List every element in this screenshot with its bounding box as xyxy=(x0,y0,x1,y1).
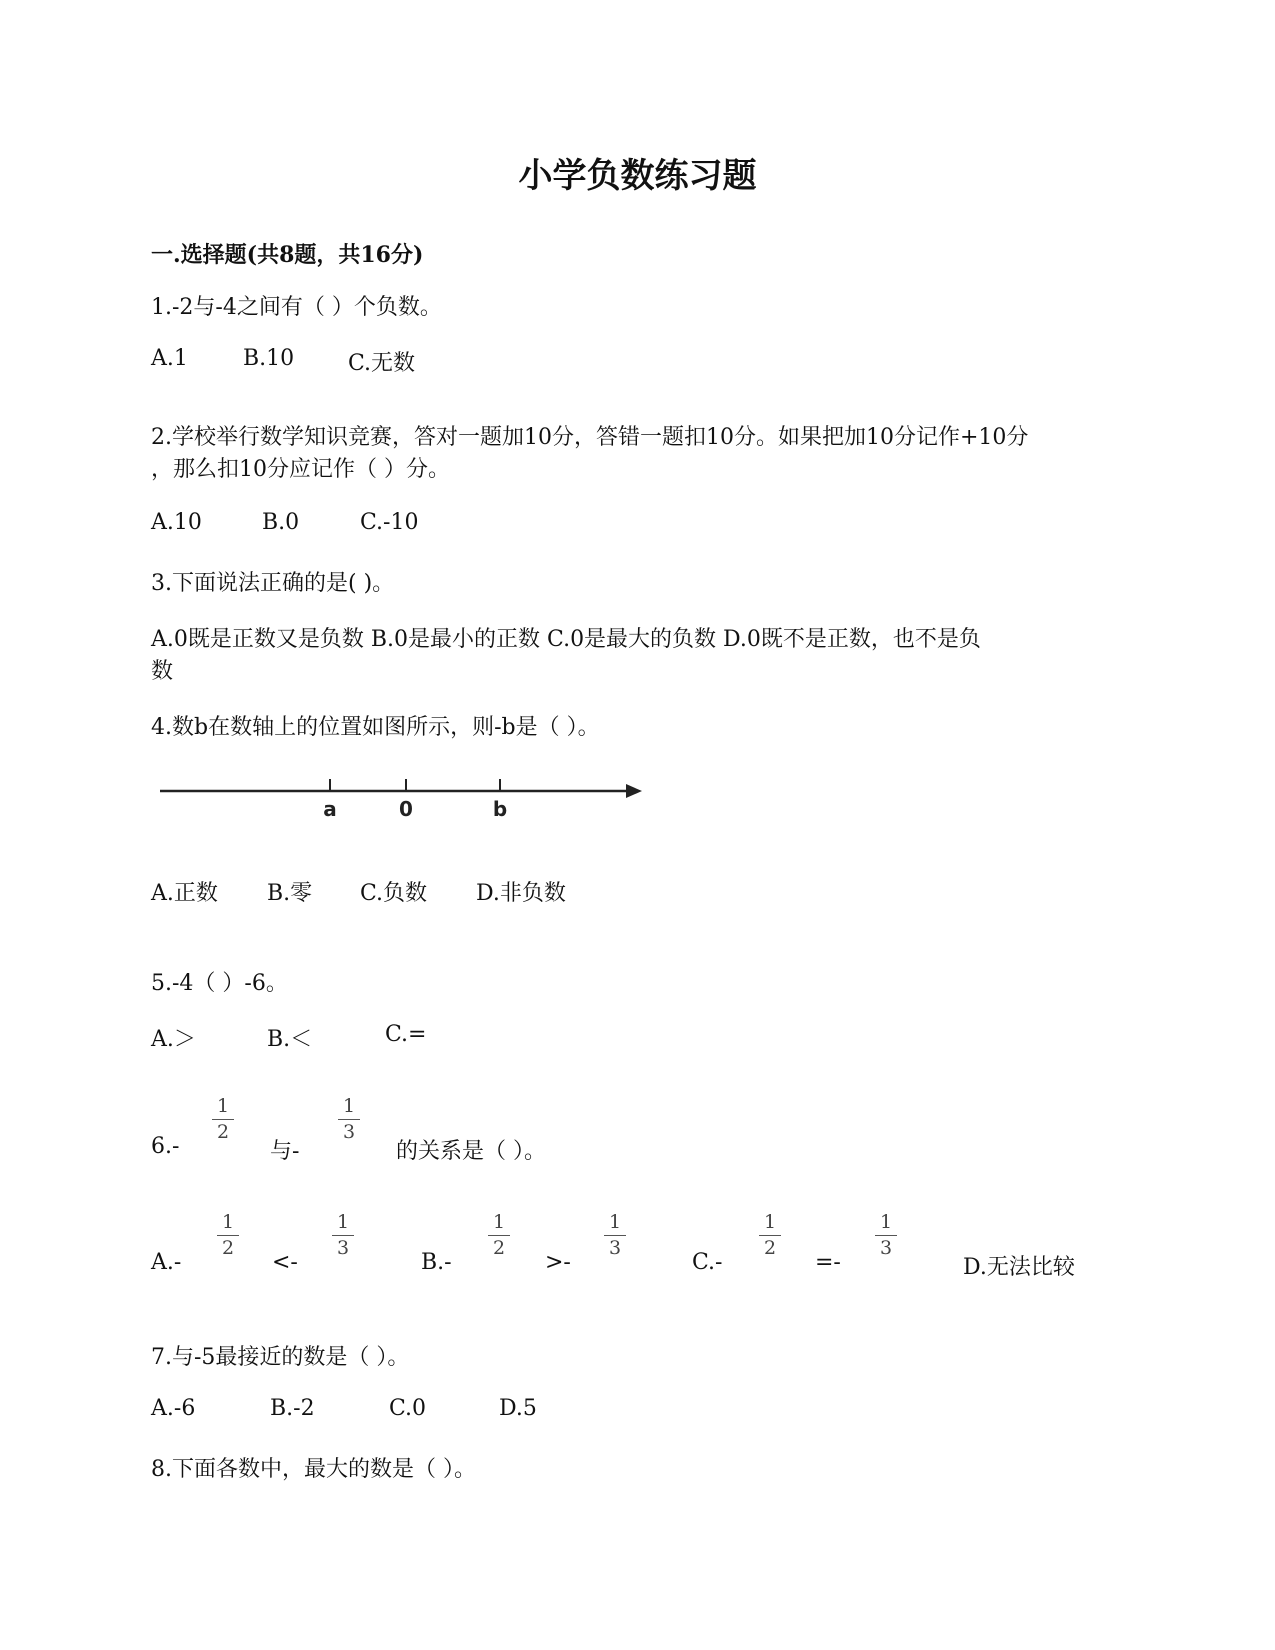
question-6-option-d: D.无法比较 xyxy=(963,1255,1075,1280)
question-7-stem: 7.与-5最接近的数是（ ）。 xyxy=(151,1345,410,1370)
question-4-option-b: B.零 xyxy=(267,881,313,906)
fraction-numerator: 1 xyxy=(492,1211,506,1233)
fraction-one-half xyxy=(758,1213,782,1258)
fraction-numerator: 1 xyxy=(763,1211,777,1233)
fraction-bar xyxy=(332,1235,354,1236)
question-1-option-a: A.1 xyxy=(151,346,188,371)
fraction-bar xyxy=(212,1119,234,1120)
fraction-bar xyxy=(875,1235,897,1236)
question-3-options-line2: 数 xyxy=(151,659,174,684)
question-8-stem: 8.下面各数中，最大的数是（ ）。 xyxy=(151,1457,476,1482)
fraction-bar xyxy=(759,1235,781,1236)
fraction-one-third xyxy=(603,1213,627,1258)
fraction-numerator: 1 xyxy=(608,1211,622,1233)
fraction-bar xyxy=(488,1235,510,1236)
question-6-option-b-relation: >- xyxy=(545,1250,571,1275)
fraction-bar xyxy=(217,1235,239,1236)
fraction-one-third xyxy=(874,1213,898,1258)
fraction-denominator: 2 xyxy=(492,1237,506,1259)
axis-label-0: 0 xyxy=(399,797,413,821)
fraction-one-third xyxy=(331,1213,355,1258)
number-line-arrow xyxy=(626,784,642,798)
question-5-stem: 5.-4（ ）-6。 xyxy=(151,971,288,996)
question-6-option-a: A.- xyxy=(151,1250,182,1275)
question-4-stem: 4.数b在数轴上的位置如图所示，则-b是（ ）。 xyxy=(151,715,600,740)
question-4-option-a: A.正数 xyxy=(151,881,218,906)
fraction-denominator: 3 xyxy=(336,1237,350,1259)
question-5-option-c: C.= xyxy=(385,1022,427,1047)
question-1-option-b: B.10 xyxy=(243,346,295,371)
fraction-denominator: 2 xyxy=(216,1121,230,1143)
fraction-numerator: 1 xyxy=(216,1095,230,1117)
question-6-stem-start: 6.- xyxy=(151,1134,180,1159)
question-6-option-b: B.- xyxy=(421,1250,452,1275)
question-3-stem: 3.下面说法正确的是( )。 xyxy=(151,571,395,596)
question-4-option-d: D.非负数 xyxy=(476,881,566,906)
section-heading: 一.选择题(共8题，共16分) xyxy=(151,242,424,268)
question-1-option-c: C.无数 xyxy=(348,351,416,376)
fraction-denominator: 3 xyxy=(608,1237,622,1259)
page-title: 小学负数练习题 xyxy=(518,156,757,196)
fraction-denominator: 3 xyxy=(879,1237,893,1259)
question-1-stem: 1.-2与-4之间有（ ）个负数。 xyxy=(151,295,442,320)
fraction-bar xyxy=(604,1235,626,1236)
fraction-denominator: 3 xyxy=(342,1121,356,1143)
question-7-option-a: A.-6 xyxy=(151,1396,196,1421)
question-5-option-a: A.＞ xyxy=(151,1027,196,1052)
question-6-stem-middle: 与- xyxy=(270,1139,300,1164)
fraction-numerator: 1 xyxy=(342,1095,356,1117)
question-2-option-c: C.-10 xyxy=(360,510,419,535)
fraction-one-third xyxy=(337,1097,361,1142)
question-7-option-b: B.-2 xyxy=(270,1396,315,1421)
question-2-stem-line1: 2.学校举行数学知识竞赛，答对一题加10分，答错一题扣10分。如果把加10分记作+10分 xyxy=(151,425,1029,450)
fraction-denominator: 2 xyxy=(221,1237,235,1259)
question-6-option-c-relation: =- xyxy=(815,1250,841,1275)
question-6-option-c: C.- xyxy=(692,1250,723,1275)
question-2-option-a: A.10 xyxy=(151,510,202,535)
fraction-one-half xyxy=(487,1213,511,1258)
question-2-option-b: B.0 xyxy=(262,510,300,535)
question-4-option-c: C.负数 xyxy=(360,881,428,906)
question-6-stem-end: 的关系是（ ）。 xyxy=(396,1139,546,1164)
fraction-one-half xyxy=(216,1213,240,1258)
fraction-one-half xyxy=(211,1097,235,1142)
axis-label-b: b xyxy=(492,797,508,821)
fraction-numerator: 1 xyxy=(221,1211,235,1233)
question-6-option-a-relation: <- xyxy=(272,1250,298,1275)
axis-label-a: a xyxy=(323,797,337,821)
question-2-stem-line2: ，那么扣10分应记作（ ）分。 xyxy=(151,457,450,482)
fraction-numerator: 1 xyxy=(879,1211,893,1233)
question-7-option-c: C.0 xyxy=(389,1396,427,1421)
fraction-denominator: 2 xyxy=(763,1237,777,1259)
fraction-numerator: 1 xyxy=(336,1211,350,1233)
fraction-bar xyxy=(338,1119,360,1120)
question-5-option-b: B.＜ xyxy=(267,1027,313,1052)
question-3-options-line1: A.0既是正数又是负数 B.0是最小的正数 C.0是最大的负数 D.0既不是正数，也不是负 xyxy=(151,627,981,652)
question-7-option-d: D.5 xyxy=(499,1396,537,1421)
number-line-figure xyxy=(150,770,650,830)
